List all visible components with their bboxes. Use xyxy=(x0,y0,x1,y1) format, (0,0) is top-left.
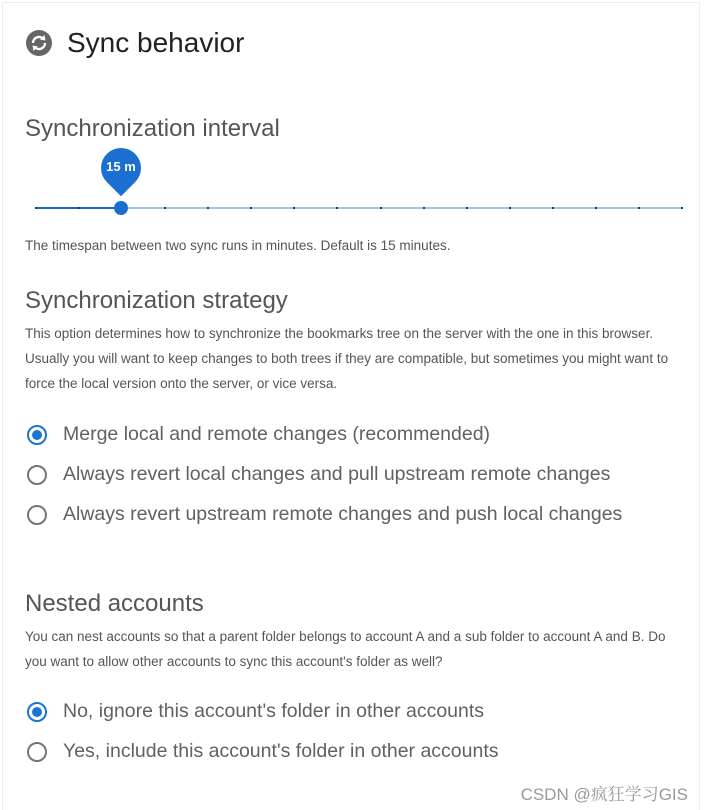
slider-tick xyxy=(250,207,252,209)
slider-tick xyxy=(336,207,338,209)
slider-value-label: 15 m xyxy=(106,159,136,174)
slider-tick xyxy=(552,207,554,209)
interval-description: The timespan between two sync runs in minutes. Default is 15 minutes. xyxy=(25,238,451,253)
radio-button[interactable] xyxy=(27,465,47,485)
radio-label: Merge local and remote changes (recommended) xyxy=(63,423,491,445)
nested-description: You can nest accounts so that a parent folder belongs to account A and a sub folder to account A and B. Do you want to allow other accounts to sync this account's folder as well? xyxy=(25,629,666,669)
nested-title: Nested accounts xyxy=(25,590,204,617)
slider-tick xyxy=(595,207,597,209)
slider-tick xyxy=(380,207,382,209)
slider-tick xyxy=(78,207,80,209)
slider-tick xyxy=(466,207,468,209)
radio-label: Always revert local changes and pull upstream remote changes xyxy=(63,463,611,485)
strategy-description: This option determines how to synchronize the bookmarks tree on the server with the one in this browser. Usually you will want to keep changes to both trees if they are compatible, but sometimes you might want to force the local version onto the server, or vice versa. xyxy=(25,326,669,391)
sync-icon xyxy=(25,29,53,57)
slider-track[interactable] xyxy=(35,207,683,209)
radio-label: Always revert upstream remote changes and push local changes xyxy=(63,503,623,525)
interval-title: Synchronization interval xyxy=(25,115,280,142)
slider-tick xyxy=(164,207,166,209)
watermark: CSDN @疯狂学习GIS xyxy=(520,785,688,804)
interval-slider[interactable] xyxy=(35,148,683,218)
slider-tick xyxy=(207,207,209,209)
radio-button[interactable] xyxy=(27,425,47,445)
strategy-title: Synchronization strategy xyxy=(25,287,288,314)
sync-behavior-card xyxy=(2,2,700,810)
slider-tick xyxy=(509,207,511,209)
slider-tick xyxy=(638,207,640,209)
radio-button[interactable] xyxy=(27,505,47,525)
radio-label: Yes, include this account's folder in other accounts xyxy=(63,740,499,762)
section-header xyxy=(25,27,244,59)
slider-tick xyxy=(293,207,295,209)
radio-button[interactable] xyxy=(27,702,47,722)
strategy-option-push[interactable] xyxy=(27,503,622,526)
strategy-option-pull[interactable] xyxy=(27,463,610,486)
strategy-option-merge[interactable] xyxy=(27,423,490,446)
slider-tick xyxy=(35,207,37,209)
radio-button[interactable] xyxy=(27,742,47,762)
nested-option-ignore[interactable] xyxy=(27,700,484,723)
slider-thumb[interactable] xyxy=(114,201,128,215)
slider-tick xyxy=(681,207,683,209)
radio-label: No, ignore this account's folder in other accounts xyxy=(63,700,485,722)
page-title: Sync behavior xyxy=(67,27,245,58)
slider-tick xyxy=(423,207,425,209)
nested-option-include[interactable] xyxy=(27,740,499,763)
